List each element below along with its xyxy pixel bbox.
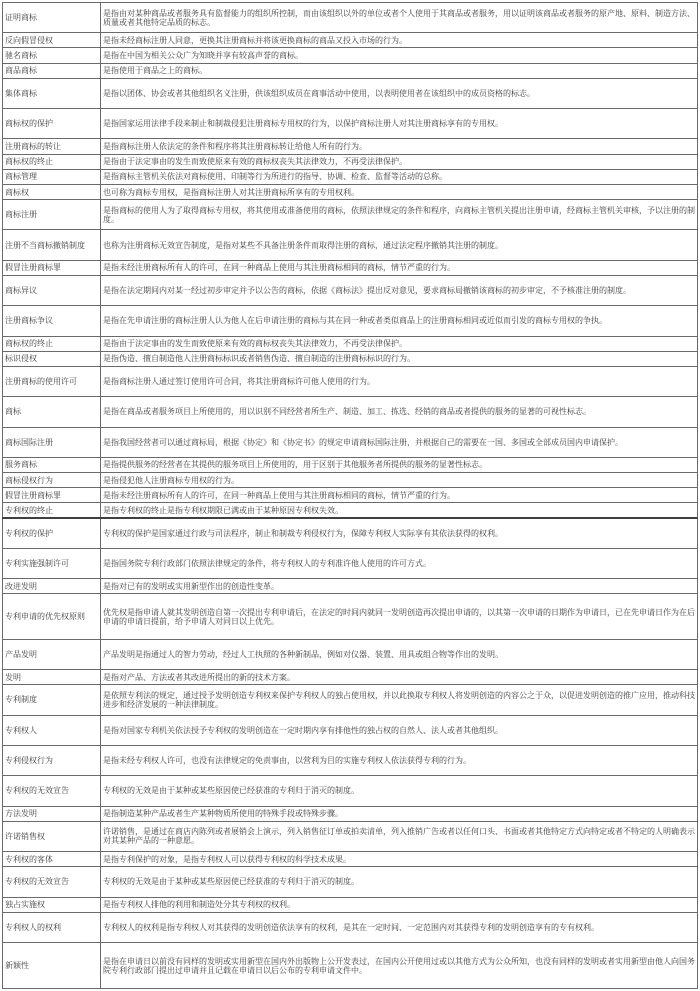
- term-cell: 专利权的终止: [3, 503, 101, 518]
- table-row: [3, 457, 698, 472]
- definition-cell: 是指伪造、擅自制造他人注册商标标识或者销售伪造、擅自制造的注册商标标识的行为。: [101, 351, 698, 366]
- table-row: [3, 33, 698, 48]
- definition-cell: 也可称为商标专用权，是指商标注册人对其注册商标所享有的专用权利。: [101, 184, 698, 199]
- definition-cell: 是指制造某种产品或者生产某种物质所使用的特殊手段或特殊步骤。: [101, 806, 698, 821]
- table-row: [3, 821, 698, 851]
- table-row: [3, 184, 698, 199]
- term-cell: 集体商标: [3, 78, 101, 108]
- table-row: [3, 306, 698, 336]
- table-row: [3, 715, 698, 745]
- definition-cell: 是指在先申请注册的商标注册人认为他人在后申请注册的商标与其在同一种或者类似商品上的注册商标相同或近似而引发的商标专用权的争执。: [101, 306, 698, 336]
- term-cell: 假冒注册商标罪: [3, 488, 101, 503]
- term-cell: 商品商标: [3, 63, 101, 78]
- table-row: [3, 230, 698, 260]
- term-cell: 专利申请的优先权原则: [3, 594, 101, 640]
- definition-cell: 是指提供服务的经营者在其提供的服务项目上所使用的，用于区别于其他服务者所提供的服务的显著性标志。: [101, 457, 698, 472]
- term-cell: 许诺销售权: [3, 821, 101, 851]
- definition-cell: 是指对国家专利机关依法授予专利权的发明创造在一定时期内享有排他性的独占权的自然人、法人或者其他组织。: [101, 715, 698, 745]
- term-cell: 注册商标争议: [3, 306, 101, 336]
- definition-cell: 优先权是指申请人就其发明创造自第一次提出专利申请后，在法定的时间内就同一发明创造再次提出申请的，以其第一次申请的日期作为申请日，已在先申请日作为在后申请的申请日提前，给予申请人对同日以上优先。: [101, 594, 698, 640]
- definition-cell: 是指在法定期间内对某一经过初步审定并予以公告的商标，依据《商标法》提出反对意见，要求商标局撤销该商标的初步审定，不予核准注册的制度。: [101, 275, 698, 305]
- term-cell: 专利权的保护: [3, 518, 101, 548]
- term-cell: 改进发明: [3, 579, 101, 594]
- definition-cell: 是指未经专利权人许可，也没有法律规定的免责事由，以营利为目的实施专利权人依法获得专利的行为。: [101, 745, 698, 775]
- definition-cell: 是指商标主管机关依法对商标使用、印制等行为所进行的指导、协调、检查、监督等活动的总称。: [101, 169, 698, 184]
- table-row: [3, 109, 698, 139]
- table-row: [3, 897, 698, 912]
- table-row: [3, 63, 698, 78]
- term-cell: 商标权的终止: [3, 154, 101, 169]
- term-cell: 商标权的终止: [3, 336, 101, 351]
- definition-cell: 许诺销售，是通过在商店内陈列或者展销会上演示，列入销售征订单或拍卖清单，列入推销广告或者以任何口头、书面或者其他特定方式向特定或者不特定的人明确表示对其某种产品的一种意愿。: [101, 821, 698, 851]
- definition-cell: 是指专利权的终止是指专利权期限已满或由于某种原因专利权失效。: [101, 503, 698, 518]
- table-row: [3, 943, 698, 989]
- definition-cell: 是指未经注册商标所有人的许可，在同一种商品上使用与其注册商标相同的商标，情节严重的行为。: [101, 260, 698, 275]
- term-cell: 商标管理: [3, 169, 101, 184]
- table-row: [3, 260, 698, 275]
- table-row: [3, 275, 698, 305]
- term-cell: 服务商标: [3, 457, 101, 472]
- term-cell: 专利权的客体: [3, 852, 101, 867]
- definition-cell: 是指我国经营者可以通过商标局，根据《协定》和《协定书》的规定申请商标国际注册，并根据自己的需要在一国、多国或全部成员国内申请保护。: [101, 427, 698, 457]
- definition-cell: 是指国务院专利行政部门依照法律规定的条件，将专利权人的专利准许他人使用的许可方式。: [101, 548, 698, 578]
- table-row: [3, 594, 698, 640]
- term-cell: 反向假冒侵权: [3, 33, 101, 48]
- definition-cell: 是指由对某种商品或者服务具有监督能力的组织所控制，而由该组织以外的单位或者个人使用于其商品或者服务，用以证明该商品或者服务的原产地、原料、制造方法、质量或者其他特定品质的标志。: [101, 3, 698, 33]
- definition-cell: 是指专利权人排他的利用和制造处分其专利权的权利。: [101, 897, 698, 912]
- term-cell: 商标权: [3, 184, 101, 199]
- table-row: [3, 639, 698, 669]
- table-row: [3, 473, 698, 488]
- definition-cell: 是指未经商标注册人同意，更换其注册商标并将该更换商标的商品又投入市场的行为。: [101, 33, 698, 48]
- term-cell: 证明商标: [3, 3, 101, 33]
- table-row: [3, 3, 698, 33]
- definition-cell: 是指商标的使用人为了取得商标专用权，将其使用或准备使用的商标，依照法律规定的条件和程序，向商标主管机关提出注册申请，经商标主管机关审核，予以注册的制度。: [101, 200, 698, 230]
- definition-cell: 是指由于法定事由的发生而致使原来有效的商标权丧失其法律效力，不再受法律保护。: [101, 154, 698, 169]
- term-cell: 商标侵权行为: [3, 473, 101, 488]
- table-row: [3, 579, 698, 594]
- term-cell: 产品发明: [3, 639, 101, 669]
- table-row: [3, 169, 698, 184]
- definition-cell: 是指商标注册人依法定的条件和程序将其注册商标转让给他人所有的行为。: [101, 139, 698, 154]
- table-row: [3, 912, 698, 942]
- term-cell: 商标注册: [3, 200, 101, 230]
- definition-cell: 专利权人的权利是指专利权人对其获得的发明创造依法享有的权利，是其在一定时间、一定范围内对其获得专利的发明创造享有的专有权利。: [101, 912, 698, 942]
- term-cell: 注册商标的使用许可: [3, 366, 101, 396]
- table-row: [3, 852, 698, 867]
- term-cell: 注册不当商标撤销制度: [3, 230, 101, 260]
- definition-cell: 专利权的保护是国家通过行政与司法程序，制止和制裁专利侵权行为，保障专利权人实际享有其依法获得的权利。: [101, 518, 698, 548]
- table-row: [3, 351, 698, 366]
- term-cell: 注册商标的转让: [3, 139, 101, 154]
- definition-cell: 专利权的无效是由于某种或某些原因使已经获准的专利归于消灭的制度。: [101, 867, 698, 897]
- table-row: [3, 867, 698, 897]
- glossary-table: [2, 2, 698, 989]
- definition-cell: 是指侵犯他人注册商标专用权的行为。: [101, 473, 698, 488]
- term-cell: 商标权的保护: [3, 109, 101, 139]
- definition-cell: 是指专利保护的对象，是指专利权人可以获得专利权的科学技术成果。: [101, 852, 698, 867]
- term-cell: 商标异议: [3, 275, 101, 305]
- definition-cell: 是指由于法定事由的发生而致使原来有效的商标权丧失其法律效力，不再受法律保护。: [101, 336, 698, 351]
- definition-cell: 是指对已有的发明或实用新型作出的创造性变革。: [101, 579, 698, 594]
- definition-cell: 也称为注册商标无效宣告制度，是指对某些不具备注册条件而取得注册的商标，通过法定程序撤销其注册的制度。: [101, 230, 698, 260]
- table-row: [3, 488, 698, 503]
- table-row: [3, 503, 698, 518]
- definition-cell: 是指未经注册商标所有人的许可，在同一种商品上使用与其注册商标相同的商标，情节严重的行为。: [101, 488, 698, 503]
- table-row: [3, 154, 698, 169]
- term-cell: 驰名商标: [3, 48, 101, 63]
- term-cell: 商标国际注册: [3, 427, 101, 457]
- table-row: [3, 776, 698, 806]
- term-cell: 标识侵权: [3, 351, 101, 366]
- table-row: [3, 48, 698, 63]
- definition-cell: 是指商标注册人通过签订使用许可合同，将其注册商标许可他人使用的行为。: [101, 366, 698, 396]
- definition-cell: 是指在商品或者服务项目上所使用的，用以识别不同经营者所生产、制造、加工、拣选、经销的商品或者提供的服务的显著的可视性标志。: [101, 397, 698, 427]
- definition-cell: 是指使用于商品之上的商标。: [101, 63, 698, 78]
- table-row: [3, 336, 698, 351]
- table-row: [3, 139, 698, 154]
- term-cell: 专利权的无效宣告: [3, 776, 101, 806]
- term-cell: 专利实施强制许可: [3, 548, 101, 578]
- definition-cell: 是指在申请日以前没有同样的发明或实用新型在国内外出版物上公开发表过，在国内公开使用过或以其他方式为公众所知，也没有同样的发明或者实用新型由他人向国务院专利行政部门提出过申请并且记载在申请日以后公布的专利申请文件中。: [101, 943, 698, 989]
- term-cell: 专利制度: [3, 685, 101, 715]
- table-row: [3, 518, 698, 548]
- definition-cell: 是指在中国为相关公众广为知晓并享有较高声誉的商标。: [101, 48, 698, 63]
- table-row: [3, 200, 698, 230]
- term-cell: 新颖性: [3, 943, 101, 989]
- table-row: [3, 670, 698, 685]
- term-cell: 专利侵权行为: [3, 745, 101, 775]
- table-row: [3, 366, 698, 396]
- definition-cell: 是指对产品、方法或者其改进所提出的新的技术方案。: [101, 670, 698, 685]
- term-cell: 商标: [3, 397, 101, 427]
- term-cell: 独占实施权: [3, 897, 101, 912]
- table-row: [3, 78, 698, 108]
- table-row: [3, 427, 698, 457]
- definition-cell: 是依照专利法的规定，通过授予发明创造专利权来保护专利权人的独占使用权，并以此换取专利权人将发明创造的内容公之于众，以促进发明创造的推广应用，推动科技进步和经济发展的一种法律制度。: [101, 685, 698, 715]
- definition-cell: 是指以团体、协会或者其他组织名义注册，供该组织成员在商事活动中使用，以表明使用者在该组织中的成员资格的标志。: [101, 78, 698, 108]
- term-cell: 假冒注册商标罪: [3, 260, 101, 275]
- definition-cell: 是指国家运用法律手段来制止和制裁侵犯注册商标专用权的行为，以保护商标注册人对其注册商标享有的专用权。: [101, 109, 698, 139]
- term-cell: 专利权的无效宣告: [3, 867, 101, 897]
- table-row: [3, 397, 698, 427]
- term-cell: 发明: [3, 670, 101, 685]
- term-cell: 专利权人的权利: [3, 912, 101, 942]
- table-row: [3, 548, 698, 578]
- table-row: [3, 806, 698, 821]
- table-row: [3, 685, 698, 715]
- definition-cell: 专利权的无效是由于某种或某些原因使已经获准的专利归于消灭的制度。: [101, 776, 698, 806]
- term-cell: 专利权人: [3, 715, 101, 745]
- term-cell: 方法发明: [3, 806, 101, 821]
- table-row: [3, 745, 698, 775]
- definition-cell: 产品发明是指通过人的智力劳动，经过人工执照的各种新制品，例如对仪器、装置、用具或组合物等作出的发明。: [101, 639, 698, 669]
